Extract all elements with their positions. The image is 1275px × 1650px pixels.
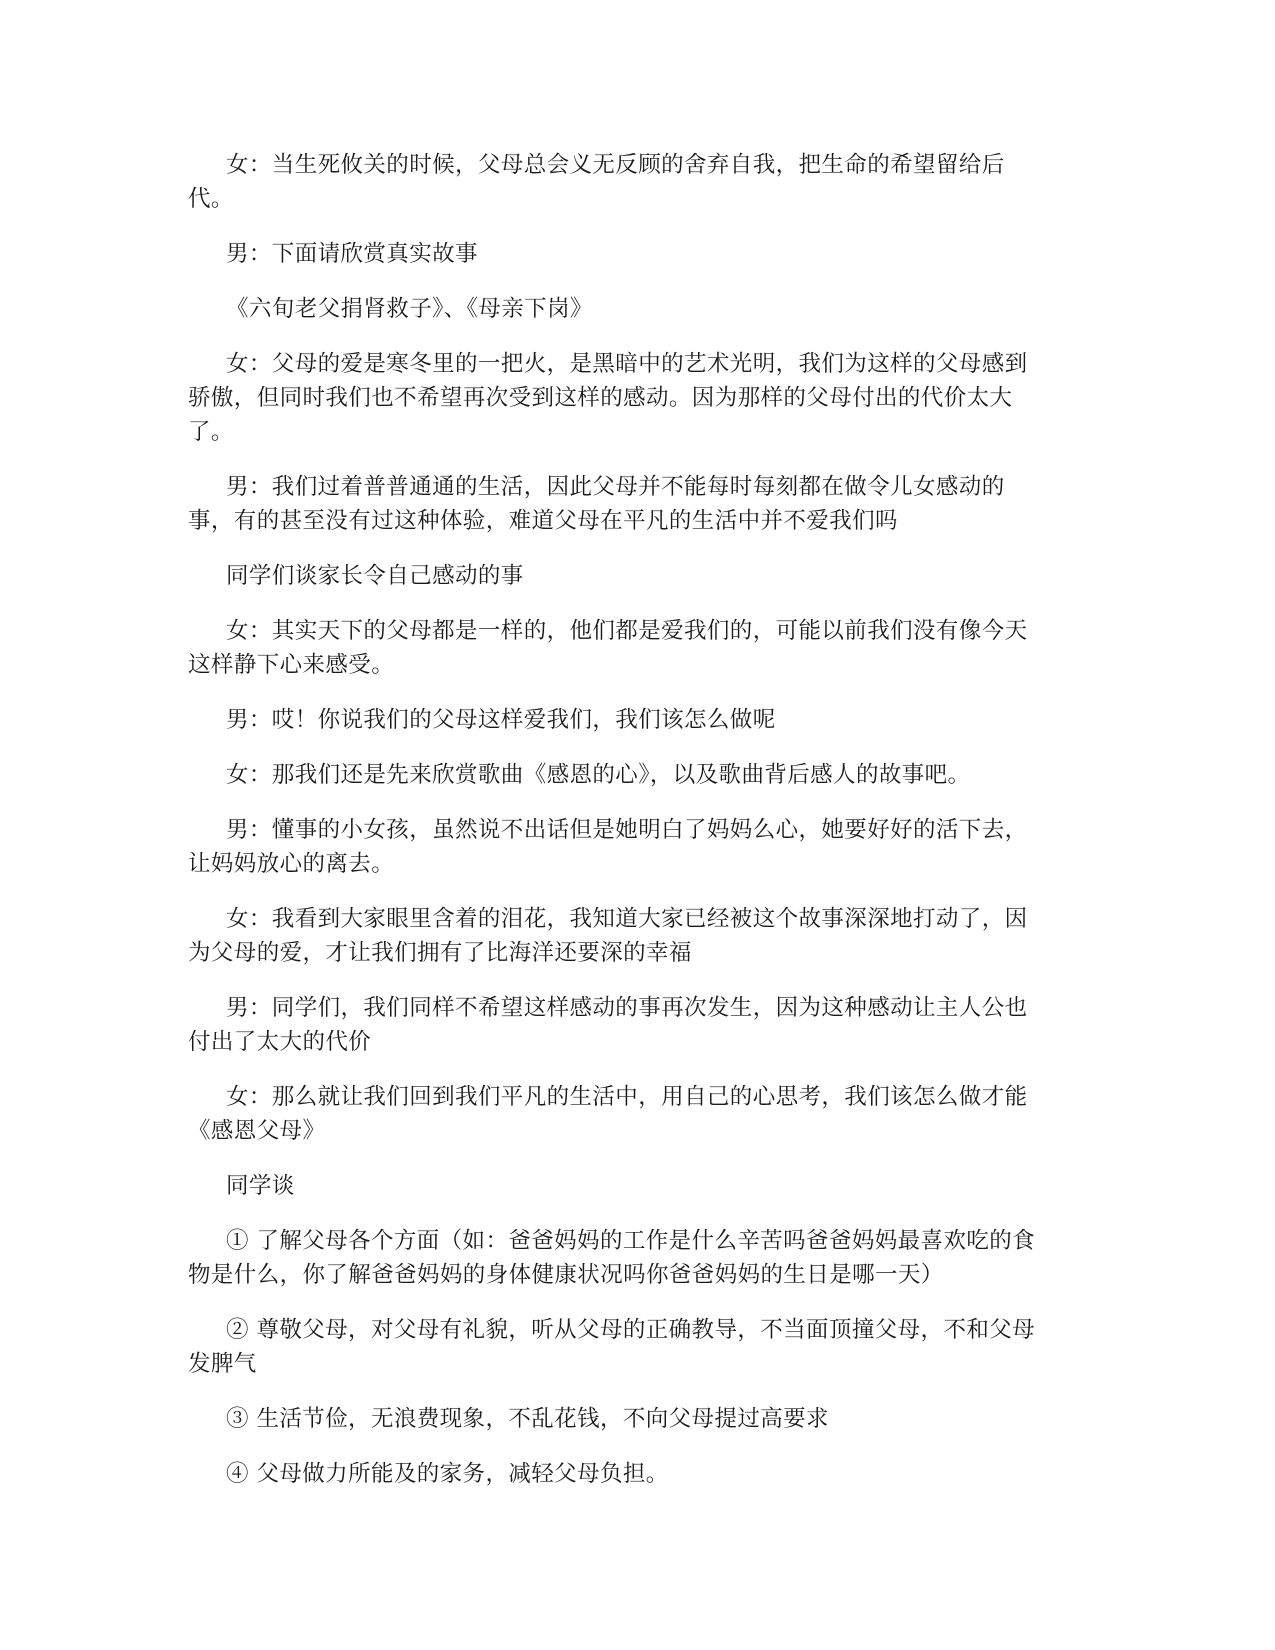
document-body [188,148,1046,1512]
paragraph-female-tears: 女：我看到大家眼里含着的泪花，我知道大家已经被这个故事深深地打动了，因为父母的爱，才让我们拥有了比海洋还要深的幸福 [188,906,1028,966]
paragraph-female-gratitude: 女：那么就让我们回到我们平凡的生活中，用自己的心思考，我们该怎么做才能《感恩父母》 [188,1084,1028,1144]
paragraph-male-cost: 男：同学们，我们同样不希望这样感动的事再次发生，因为这种感动让主人公也付出了太大的代价 [188,995,1028,1055]
paragraph-male-what-to-do: 男：哎！你说我们的父母这样爱我们，我们该怎么做呢 [226,707,776,733]
paragraph-male-ordinary-life: 男：我们过着普普通通的生活，因此父母并不能每时每刻都在做令儿女感动的事，有的甚至没有过这种体验，难道父母在平凡的生活中并不爱我们吗 [188,474,1005,534]
list-item-respect-parents: ② 尊敬父母，对父母有礼貌，听从父母的正确教导，不当面顶撞父母，不和父母发脾气 [188,1317,1036,1377]
paragraph-male-stories-intro: 男：下面请欣赏真实故事 [226,241,478,267]
paragraph-students-discuss: 同学们谈家长令自己感动的事 [226,563,524,589]
paragraph-female-sacrifice: 女：当生死攸关的时候，父母总会义无反顾的舍弃自我，把生命的希望留给后代。 [188,152,1005,212]
list-item-housework: ④ 父母做力所能及的家务，减轻父母负担。 [226,1461,669,1487]
list-item-understand-parents: ① 了解父母各个方面（如：爸爸妈妈的工作是什么辛苦吗爸爸妈妈最喜欢吃的食物是什么，你了解爸爸妈妈的身体健康状况吗你爸爸妈妈的生日是哪一天） [188,1228,1036,1288]
paragraph-story-titles: 《六旬老父捐肾救子》、《母亲下岗》 [226,296,593,322]
paragraph-female-parents-same: 女：其实天下的父母都是一样的，他们都是爱我们的，可能以前我们没有像今天这样静下心来感受。 [188,618,1028,678]
paragraph-male-little-girl: 男：懂事的小女孩，虽然说不出话但是她明白了妈妈么心，她要好好的活下去，让妈妈放心的离去。 [188,817,1028,877]
paragraph-students-talk: 同学谈 [226,1173,295,1199]
paragraph-female-love-fire: 女：父母的爱是寒冬里的一把火，是黑暗中的艺术光明，我们为这样的父母感到骄傲，但同时我们也不希望再次受到这样的感动。因为那样的父母付出的代价太大了。 [188,351,1028,445]
paragraph-female-song: 女：那我们还是先来欣赏歌曲《感恩的心》，以及歌曲背后感人的故事吧。 [226,762,971,788]
list-item-frugal-living: ③ 生活节俭，无浪费现象，不乱花钱，不向父母提过高要求 [226,1406,829,1432]
